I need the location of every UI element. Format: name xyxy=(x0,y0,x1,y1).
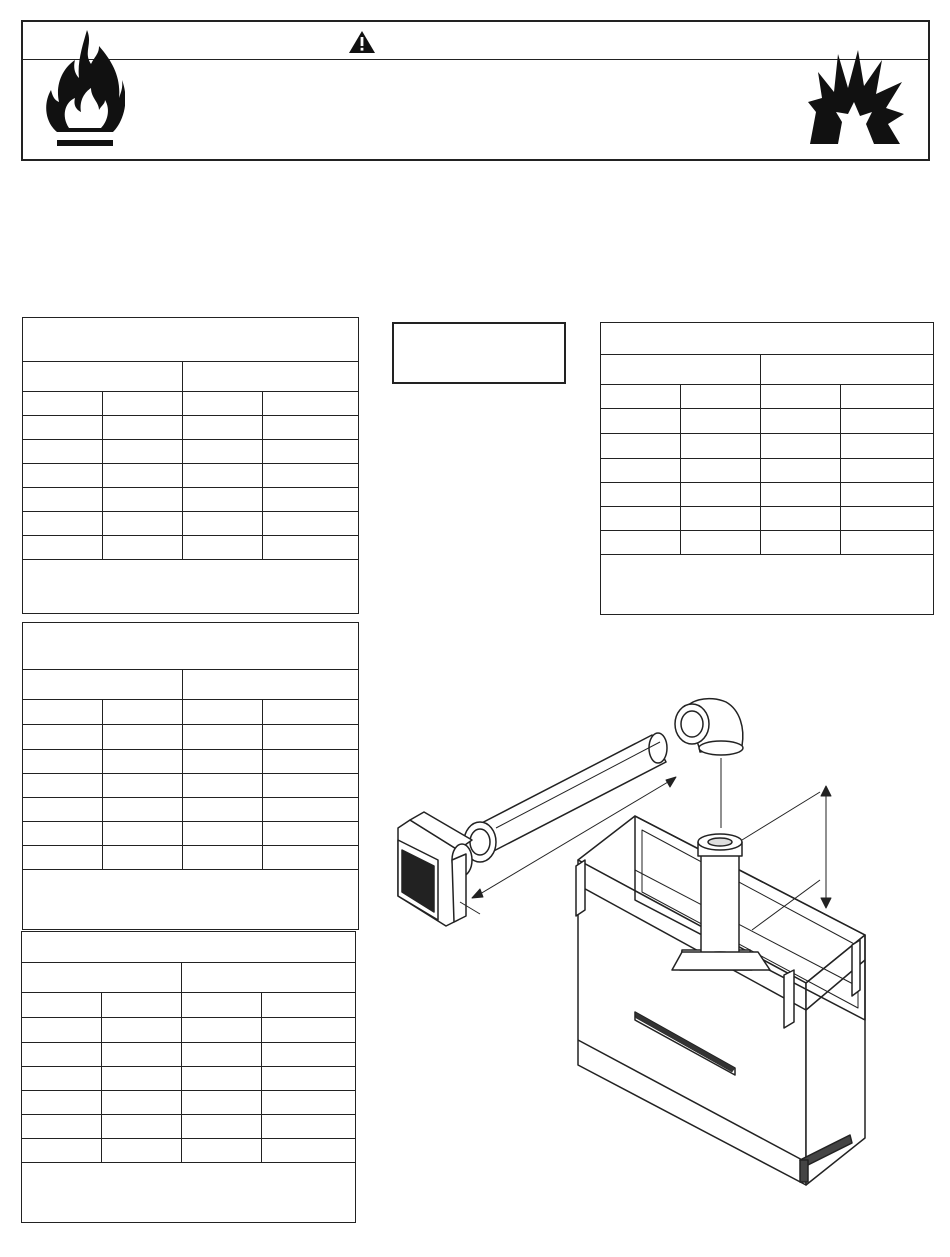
table-cell xyxy=(23,725,103,750)
table-cell xyxy=(22,1018,102,1043)
table-cell xyxy=(102,1091,182,1115)
table-row xyxy=(601,483,934,507)
table-row xyxy=(601,409,934,434)
table-cell xyxy=(681,483,761,507)
table-cell xyxy=(761,459,841,483)
group-header xyxy=(183,670,359,700)
table-cell xyxy=(183,846,263,870)
table-row xyxy=(23,488,359,512)
table-cell xyxy=(183,464,263,488)
table-cell xyxy=(841,531,934,555)
table-cell xyxy=(102,1115,182,1139)
table-row xyxy=(22,1067,356,1091)
table-cell xyxy=(262,1018,356,1043)
table-row xyxy=(23,725,359,750)
table-cell xyxy=(182,1115,262,1139)
table-cell xyxy=(102,1139,182,1163)
warning-triangle-icon xyxy=(348,30,376,54)
table-cell xyxy=(262,1043,356,1067)
table-title xyxy=(601,323,934,355)
table-cell xyxy=(103,798,183,822)
table-cell xyxy=(23,750,103,774)
90-degree-elbow xyxy=(675,699,743,755)
table-cell xyxy=(263,488,359,512)
table-row xyxy=(23,536,359,560)
table-row xyxy=(601,434,934,459)
table-cell xyxy=(601,507,681,531)
column-header xyxy=(102,993,182,1018)
table-cell xyxy=(102,1043,182,1067)
table-cell xyxy=(103,750,183,774)
table-cell xyxy=(103,774,183,798)
vent-table-1 xyxy=(22,317,359,614)
table-cell xyxy=(262,1091,356,1115)
column-header xyxy=(681,385,761,409)
table-cell xyxy=(263,798,359,822)
vent-table-3 xyxy=(21,931,356,1223)
column-header xyxy=(103,392,183,416)
table-row xyxy=(23,416,359,440)
table-cell xyxy=(681,434,761,459)
table-cell xyxy=(681,459,761,483)
table-cell xyxy=(681,531,761,555)
table-cell xyxy=(23,440,103,464)
table-cell xyxy=(841,483,934,507)
group-header xyxy=(23,670,183,700)
table-cell xyxy=(182,1091,262,1115)
table-cell xyxy=(761,507,841,531)
column-header xyxy=(841,385,934,409)
table-cell xyxy=(22,1139,102,1163)
table-cell xyxy=(262,1067,356,1091)
table-cell xyxy=(183,822,263,846)
table-cell xyxy=(183,725,263,750)
table-cell xyxy=(23,774,103,798)
column-header xyxy=(183,700,263,725)
vent-table-2 xyxy=(22,622,359,930)
column-header xyxy=(183,392,263,416)
table-row xyxy=(23,798,359,822)
table-cell xyxy=(22,1115,102,1139)
table-cell xyxy=(183,798,263,822)
table-cell xyxy=(22,1067,102,1091)
table-cell xyxy=(103,512,183,536)
table-cell xyxy=(601,409,681,434)
table-cell xyxy=(103,488,183,512)
table-cell xyxy=(103,416,183,440)
table-cell xyxy=(23,846,103,870)
table-cell xyxy=(23,488,103,512)
table-footnote xyxy=(22,1163,356,1223)
table-cell xyxy=(103,846,183,870)
table-cell xyxy=(182,1067,262,1091)
table-cell xyxy=(103,536,183,560)
table-row xyxy=(23,750,359,774)
flammable-fire-icon xyxy=(43,28,125,150)
table-cell xyxy=(263,750,359,774)
group-header xyxy=(182,963,356,993)
table-row xyxy=(22,1043,356,1067)
column-header xyxy=(182,993,262,1018)
table-cell xyxy=(103,725,183,750)
column-header xyxy=(22,993,102,1018)
table-cell xyxy=(841,434,934,459)
table-cell xyxy=(23,416,103,440)
column-header xyxy=(263,392,359,416)
table-row xyxy=(22,1018,356,1043)
table-row xyxy=(23,822,359,846)
table-cell xyxy=(841,459,934,483)
horizontal-termination-cap xyxy=(398,812,472,926)
table-cell xyxy=(183,750,263,774)
table-cell xyxy=(263,440,359,464)
table-cell xyxy=(103,464,183,488)
table-footnote xyxy=(23,870,359,930)
table-cell xyxy=(183,440,263,464)
column-header xyxy=(103,700,183,725)
table-row xyxy=(601,459,934,483)
table-cell xyxy=(761,483,841,507)
column-header xyxy=(601,385,681,409)
table-cell xyxy=(601,434,681,459)
table-cell xyxy=(103,822,183,846)
table-cell xyxy=(183,512,263,536)
table-cell xyxy=(182,1043,262,1067)
table-cell xyxy=(761,531,841,555)
table-row xyxy=(23,464,359,488)
table-cell xyxy=(263,464,359,488)
column-header xyxy=(263,700,359,725)
group-header xyxy=(761,355,934,385)
table-cell xyxy=(263,725,359,750)
group-header xyxy=(183,362,359,392)
table-cell xyxy=(262,1139,356,1163)
table-cell xyxy=(601,531,681,555)
table-cell xyxy=(183,774,263,798)
table-cell xyxy=(103,440,183,464)
table-footnote xyxy=(601,555,934,615)
table-cell xyxy=(182,1018,262,1043)
table-cell xyxy=(23,798,103,822)
table-row xyxy=(22,1115,356,1139)
table-title xyxy=(23,623,359,670)
table-row xyxy=(601,531,934,555)
vent-table-4 xyxy=(600,322,934,615)
table-cell xyxy=(182,1139,262,1163)
table-footnote xyxy=(23,560,359,614)
table-cell xyxy=(23,822,103,846)
warning-header-bar xyxy=(23,22,928,60)
table-cell xyxy=(263,774,359,798)
table-cell xyxy=(102,1018,182,1043)
table-title xyxy=(23,318,359,362)
table-cell xyxy=(183,416,263,440)
table-cell xyxy=(761,434,841,459)
table-cell xyxy=(23,512,103,536)
table-row xyxy=(23,512,359,536)
table-cell xyxy=(263,536,359,560)
table-row xyxy=(601,507,934,531)
vent-installation-diagram xyxy=(380,680,950,1257)
column-header xyxy=(262,993,356,1018)
table-cell xyxy=(601,459,681,483)
table-cell xyxy=(681,507,761,531)
table-cell xyxy=(183,536,263,560)
column-header xyxy=(23,700,103,725)
warning-box xyxy=(21,20,930,161)
table-cell xyxy=(183,488,263,512)
table-cell xyxy=(22,1091,102,1115)
table-row xyxy=(23,440,359,464)
column-header xyxy=(761,385,841,409)
caption-box xyxy=(392,322,566,384)
table-row xyxy=(22,1091,356,1115)
table-cell xyxy=(841,507,934,531)
table-cell xyxy=(761,409,841,434)
group-header xyxy=(22,963,182,993)
table-cell xyxy=(263,416,359,440)
table-title xyxy=(22,932,356,963)
table-cell xyxy=(681,409,761,434)
table-cell xyxy=(23,536,103,560)
group-header xyxy=(601,355,761,385)
table-row xyxy=(22,1139,356,1163)
table-cell xyxy=(23,464,103,488)
explosion-icon xyxy=(808,48,906,146)
column-header xyxy=(23,392,103,416)
table-cell xyxy=(22,1043,102,1067)
table-row xyxy=(23,846,359,870)
table-cell xyxy=(263,822,359,846)
table-cell xyxy=(102,1067,182,1091)
table-cell xyxy=(262,1115,356,1139)
table-cell xyxy=(841,409,934,434)
table-cell xyxy=(263,846,359,870)
table-row xyxy=(23,774,359,798)
group-header xyxy=(23,362,183,392)
table-cell xyxy=(263,512,359,536)
table-cell xyxy=(601,483,681,507)
